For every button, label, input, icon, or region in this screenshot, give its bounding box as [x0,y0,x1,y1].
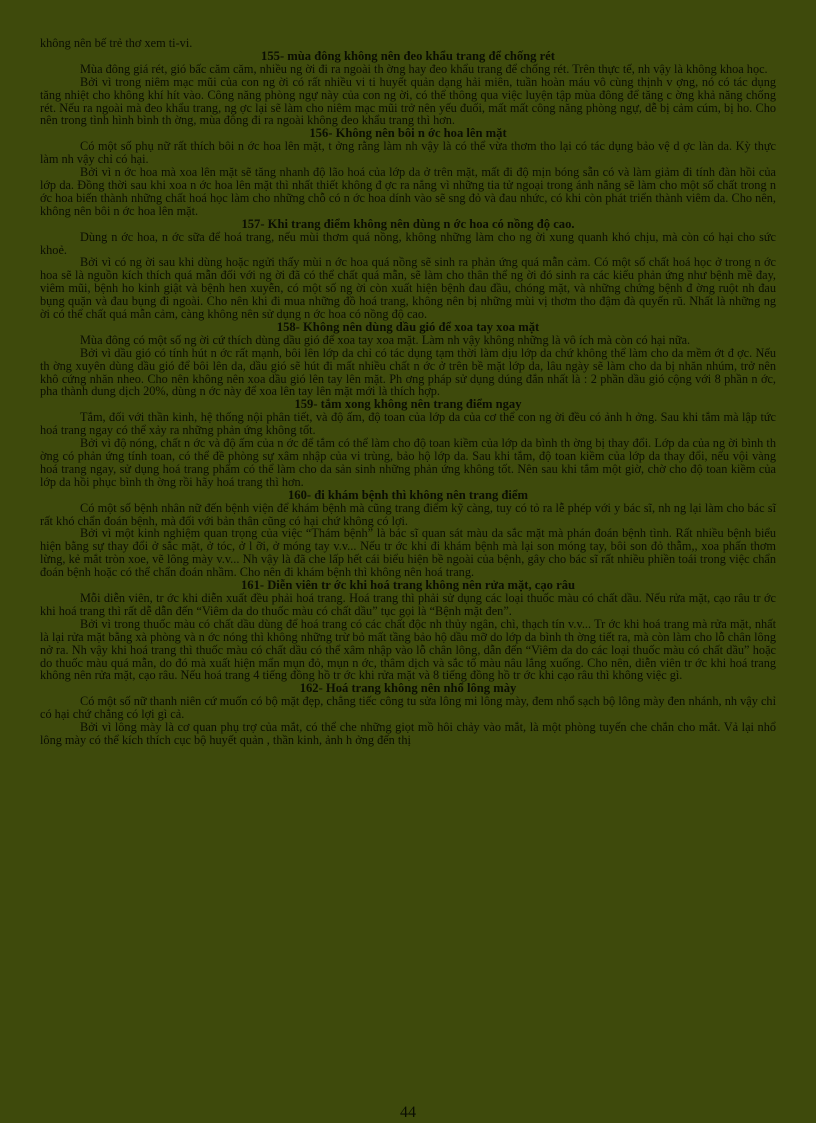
section-heading-160: 160- đi khám bệnh thì không nên trang điểm [287,487,529,502]
document-body [40,37,776,747]
paragraph: Tắm, đối với thần kinh, hệ thống nội phân tiết, và độ ấm, độ toan của lớp da của cơ thể con ng ời đều có ảnh h ởng. Sau khi tắm mà lập tức hoá trang ngay có thể xảy ra những phản ứng không tốt. [40,410,776,438]
section-heading-155: 155- mùa đông không nên đeo khẩu trang để chống rét [261,48,555,63]
paragraph: Dùng n ớc hoa, n ớc sữa để hoá trang, nếu mùi thơm quá nồng, không những làm cho ng ời xung quanh khó chịu, mà còn có hại cho sức khoẻ. [40,229,776,257]
paragraph: Mùa đông giá rét, gió bấc căm căm, nhiều ng ời đi ra ngoài th ờng hay đeo khẩu trang để chống rét. Trên thực tế, nh vậy là không khoa học. [80,61,768,76]
paragraph: Có một số phụ nữ rất thích bôi n ớc hoa lên mặt, t ởng rằng làm nh vậy là có thể vừa thơm tho lại có tác dụng bảo vệ d ợc làn da. Kỳ thực làm nh vậy chỉ có hại. [40,139,776,167]
page-number: 44 [400,1104,416,1121]
paragraph: Bởi vì trong niêm mạc mũi của con ng ời có rất nhiều vi ti huyết quản dạng hải miên, tuần hoàn máu vô cùng thịnh v ợng, nó có tác dụng tăng nhiệt cho không khí hít vào. Công năng phòng ngự này của con ng ời, có thể thông qua việc luyện tập mùa đông để tăng c ờng khả năng chống rét. Nếu ra ngoài mà đeo khẩu trang, ng ợc lại sẽ làm cho niêm mạc mũi trở nên yếu đuối, mất mất công năng phòng ngự, dễ bị cảm cúm, bị ho. Cho nên trong tình hình bình th ờng, mùa đông đi ra ngoài không đeo khẩu trang thì hơn. [40,74,776,128]
paragraph: Bởi vì trong thuốc màu có chất dầu dùng để hoá trang có các chất độc nh thủy ngân, chì, thạch tín v.v... Tr ớc khi hoá trang mà rửa mặt, nhất là lại rửa mặt bằng xà phòng và n ớc nóng thì không những trừ bỏ mất tầng bảo hộ dầu mỡ do lớp da bình th ờng tiết ra, mà còn làm cho lỗ chân lông nở ra. Nh vậy khi hoá trang thì thuốc màu có chất dầu có thể xâm nhập vào lỗ chân lông, dẫn đến “Viêm da do các loại thuốc màu có chất dầu” hoặc do thuốc màu quá mẫn, do đó mà xuất hiện mẩn mụn đỏ, mụn n ớc, thâm dịch và sắc tố màu nâu lắng xuống. Cho nên, diễn viên tr ớc khi hoá trang không nên rửa mặt, cạo râu. Nếu hoá trang 4 tiếng đồng hồ tr ớc khi rửa mặt và 8 tiếng đồng hồ tr ớc khi cạo râu thì không việc gì. [40,616,776,683]
section-heading-162: 162- Hoá trang không nên nhổ lông mày [299,681,517,696]
section-heading-156: 156- Không nên bôi n ớc hoa lên mặt [309,126,507,141]
paragraph: Bởi vì độ nóng, chất n ớc và độ ấm của n ớc để tắm có thể làm cho độ toan kiềm của lớp da bình th ờng bị thay đổi. Lớp da của ng ời bình th ờng có phản ứng tính toan, có thể đề phòng sự xâm nhập của vi trùng, bảo hộ lớp da. Sau khi tắm, độ toan kiềm của lớp da thay đổi, nếu vội vàng hoá trang ngay, sử dụng hoá trang phẩm có thể làm cho da sản sinh những phản ứng không tốt. Nên sau khi tắm một giờ, chờ cho độ toan kiềm của lớp da hồi phục bình th ờng rồi hãy hoá trang thì hơn. [40,436,776,489]
paragraph: Bởi vì n ớc hoa mà xoa lên mặt sẽ tăng nhanh độ lão hoá của lớp da ở trên mặt, mất đi độ mịn bóng sẵn có và làm giảm đi tính đàn hồi của lớp da. Đồng thời sau khi xoa n ớc hoa lên mặt thì nhất thiết không đ ợc ra nắng vì những tia tử ngoại trong ánh nắng sẽ làm cho một số chất trong n ớc hoa biến thành những chất hoá học làm cho những chỗ có n ớc hoa dính vào sẽ sng đỏ và đau nhức, có khi còn phát triển thành viêm da. Cho nên, không nên bôi n ớc hoa lên mặt. [40,165,776,218]
paragraph: Có một số bệnh nhân nữ đến bệnh viện để khám bệnh mà cũng trang điểm kỹ càng, tuy có tỏ ra lễ phép với y bác sĩ, nh ng lại làm cho bác sĩ rất khó chẩn đoán bệnh, mà đối với bản thân cũng có hại chứ không có lợi. [40,500,776,528]
paragraph: Bởi vì dầu gió có tính hút n ớc rất mạnh, bôi lên lớp da chỉ có tác dụng tạm thời làm dịu lớp da chứ không thể làm cho da mềm ớt đ ợc. Nếu th ờng xuyên dùng dầu gió để bôi lên da, dầu gió sẽ hút đi mất nhiều chất n ớc ở trên bề mặt lớp da, lâu ngày sẽ làm cho da bị nhăn nhúm, trở nên khô cứng nhăn nheo. Cho nên không nên xoa dầu gió lên tay lên mặt. Ph ơng pháp sử dụng dúng đắn nhất là : 2 phần dầu gió cộng với 8 phần n ớc, pha thành dung dịch 20%, dùng n ớc này để xoa lên tay lên mặt mới là thích hợp. [40,345,776,399]
paragraph: Có một số nữ thanh niên cứ muốn có bộ mặt đẹp, chẳng tiếc công tu sửa lông mi lông mày, đem nhổ sạch bộ lông mày đen nhánh, nh vậy chỉ có hại chứ chẳng có lợi gì cả. [40,694,776,722]
paragraph: Mỗi diễn viên, tr ớc khi diễn xuất đều phải hoá trang. Hoá trang thì phải sử dụng các loại thuốc màu có chất dầu. Nếu rửa mặt, cạo râu tr ớc khi hoá trang thì rất dễ dẫn đến “Viêm da do thuốc màu có chất dầu” tục gọi là “Bệnh mặt đen”. [40,590,776,618]
paragraph: Bởi vì một kinh nghiệm quan trọng của việc “Thám bệnh” là bác sĩ quan sát màu da sắc mặt mà phán đoán bệnh tình. Rất nhiều bệnh biểu hiện bằng sự thay đổi ở sắc mặt, ở tóc, ở l ỡi, ở móng tay v.v... Nếu tr ớc khi đi khám bệnh mà lại son móng tay, bôi son đỏ thẫm,, xoa phấn thơm lừng, kẻ mắt tròn xoe, vẽ lông mày v.v... Nh vậy là đã che lấp hết cái biểu hiện bề ngoài của bệnh, gây cho bác sĩ rất nhiều phiền toái trong việc chẩn đoán bệnh hoặc có thể chẩn đoán nhầm. Cho nên đi khám bệnh thì không nên hoá trang. [40,526,776,580]
section-heading-157: 157- Khi trang điểm không nên dùng n ớc hoa có nồng độ cao. [241,216,575,231]
paragraph: Bởi vì lông mày là cơ quan phụ trợ của mắt, có thể che những giọt mồ hôi chảy vào mắt, là một phòng tuyến che chắn cho mắt. Vả lại nhổ lông mày có thể kích thích cục bộ huyết quản , thần kinh, ảnh h ởng đến thị [40,720,776,747]
section-heading-161: 161- Diễn viên tr ớc khi hoá trang không nên rửa mặt, cạo râu [240,578,576,593]
section-heading-158: 158- Không nên dùng dầu gió để xoa tay xoa mặt [276,319,540,334]
paragraph: Mùa đông có một số ng ời cứ thích dùng dầu gió để xoa tay xoa mặt. Làm nh vậy không những là vô ích mà còn có hại nữa. [80,332,691,347]
opening-line: không nên bế trẻ thơ xem ti-vi. [40,36,193,50]
paragraph: Bởi vì có ng ời sau khi dùng hoặc ngửi thấy mùi n ớc hoa quá nồng sẽ sinh ra phản ứng quá mẫn cảm. Có một số chất hoá học ở trong n ớc hoa sẽ là nguồn kích thích quá mẫn đối với ng ời đã có thể chất quá mẫn, sẽ làm cho thân thể ng ời đó sinh ra các kiểu phản ứng như bệnh mề đay, viêm mũi, bệnh ho kinh giật và bệnh hen xuyễn, có một số ng ời còn xuất hiện bệnh đau đầu, chóng mặt, và những chứng bệnh đ ờng ruột nh đau bụng quặn và đau bụng đi ngoài. Cho nên khi đi mua những đồ hoá trang, không nên bị những mùi vị thơm tho đậm đà quyến rũ. Nhất là những ng ời có thể chất quá mẫn cảm, càng không nên sử dụng n ớc hoa có nồng độ cao. [40,255,776,322]
section-heading-159: 159- tắm xong không nên trang điểm ngay [294,397,522,412]
